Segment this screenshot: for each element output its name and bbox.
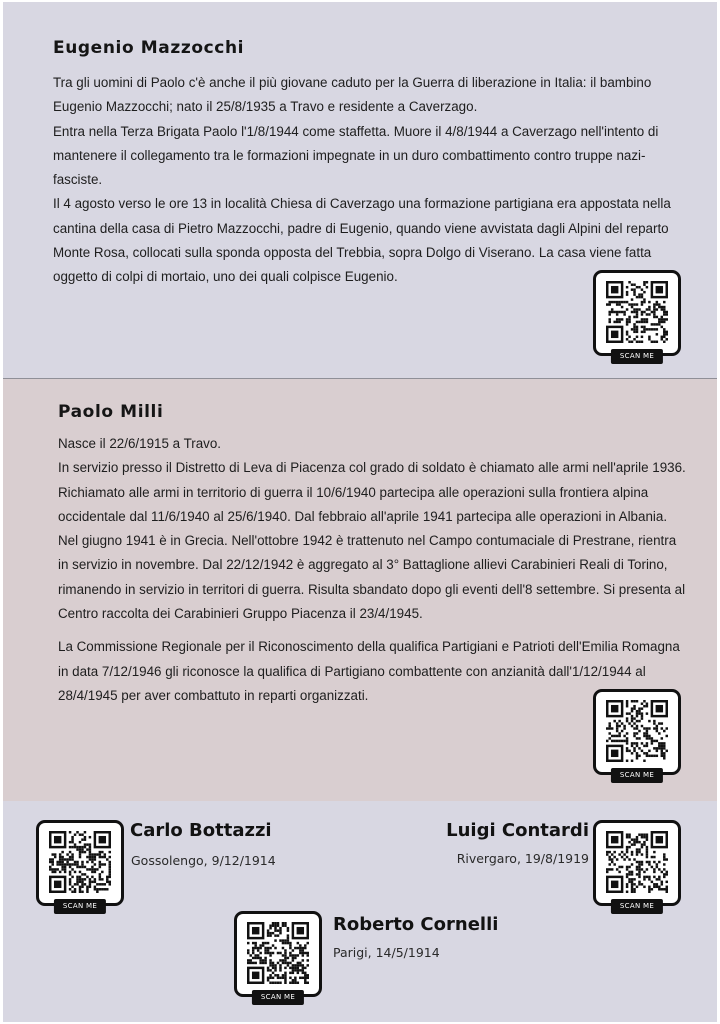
person-birth-info: Gossolengo, 9/12/1914 [131, 853, 276, 868]
section-other-partisans [3, 801, 717, 1022]
section-title: Eugenio Mazzocchi [53, 38, 245, 58]
paragraph: La Commissione Regionale per il Riconoscimento della qualifica Partigiani e Patrioti dell'Emilia Romagna in data 7/12/1946 gli riconosce la qualifica di Partigiano combattente con anzianità dall'1/12/1944 al 28/4/1945 per aver combattuto in reparti organizzati. [58, 639, 680, 703]
person-name: Luigi Contardi [446, 820, 589, 841]
scan-me-label: SCAN ME [611, 768, 663, 783]
paragraph: Tra gli uomini di Paolo c'è anche il più giovane caduto per la Guerra di liberazione in Italia: il bambino Eugenio Mazzocchi; nato il 25/8/1935 a Travo e residente a Caverzago. [53, 75, 652, 115]
scan-me-label: SCAN ME [611, 349, 663, 364]
section-body [53, 71, 685, 290]
paragraph: Il 4 agosto verso le ore 13 in località Chiesa di Caverzago una formazione partigiana era appostata nella cantina della casa di Pietro Mazzocchi, padre di Eugenio, quando viene avvistata dagli Alpini del reparto Monte Rosa, collocati sulla sponda opposta del Trebbia, sopra Dolgo di Viserano. La casa viene fatta oggetto di colpi di mortaio, uno dei quali colpisce Eugenio. [53, 196, 671, 285]
paragraph: In servizio presso il Distretto di Leva di Piacenza col grado di soldato è chiamato alle armi nell'aprile 1936. Richiamato alle armi in territorio di guerra il 10/6/1940 partecipa alle operazioni sulla frontiera alpina occidentale dal 11/6/1940 al 25/6/1940. Dal febbraio all'aprile 1941 partecipa alle operazioni in Albania. Nel giugno 1941 è in Grecia. Nell'ottobre 1942 è trattenuto nel Campo contumaciale di Prestrane, rientra in servizio in novembre. Dal 22/12/1942 è aggregato al 3° Battaglione allievi Carabinieri Reali di Torino, rimanendo in servizio in territori di guerra. Risulta sbandato dopo gli eventi dell'8 settembre. Si presenta al Centro raccolta dei Carabinieri Gruppo Piacenza il 23/4/1945. [58, 460, 686, 622]
section-title: Paolo Milli [58, 402, 164, 422]
person-name: Roberto Cornelli [333, 914, 499, 935]
qr-code-icon [606, 700, 668, 762]
scan-me-label: SCAN ME [54, 899, 106, 914]
person-birth-info: Parigi, 14/5/1914 [333, 945, 440, 960]
scan-me-label: SCAN ME [611, 899, 663, 914]
page [3, 2, 717, 1022]
qr-code-icon [49, 831, 111, 893]
qr-code[interactable] [593, 270, 681, 360]
person-name: Carlo Bottazzi [130, 820, 272, 841]
paragraph: Nasce il 22/6/1915 a Travo. [58, 436, 222, 451]
qr-code[interactable] [593, 820, 681, 910]
qr-code-icon [606, 831, 668, 893]
qr-code-icon [606, 281, 668, 343]
qr-code[interactable] [36, 820, 124, 910]
qr-code[interactable] [593, 689, 681, 779]
paragraph: Entra nella Terza Brigata Paolo l'1/8/1944 come staffetta. Muore il 4/8/1944 a Caverzago nell'intento di mantenere il collegamento tra le formazioni impegnate in un duro combattimento contro truppe nazi-fasciste. [53, 123, 659, 188]
section-paolo-milli [3, 378, 717, 802]
person-birth-info: Rivergaro, 19/8/1919 [456, 851, 589, 866]
scan-me-label: SCAN ME [252, 990, 304, 1005]
section-eugenio-mazzocchi [3, 2, 717, 378]
qr-code[interactable] [234, 911, 322, 1001]
section-body [58, 432, 690, 708]
qr-code-icon [247, 922, 309, 984]
